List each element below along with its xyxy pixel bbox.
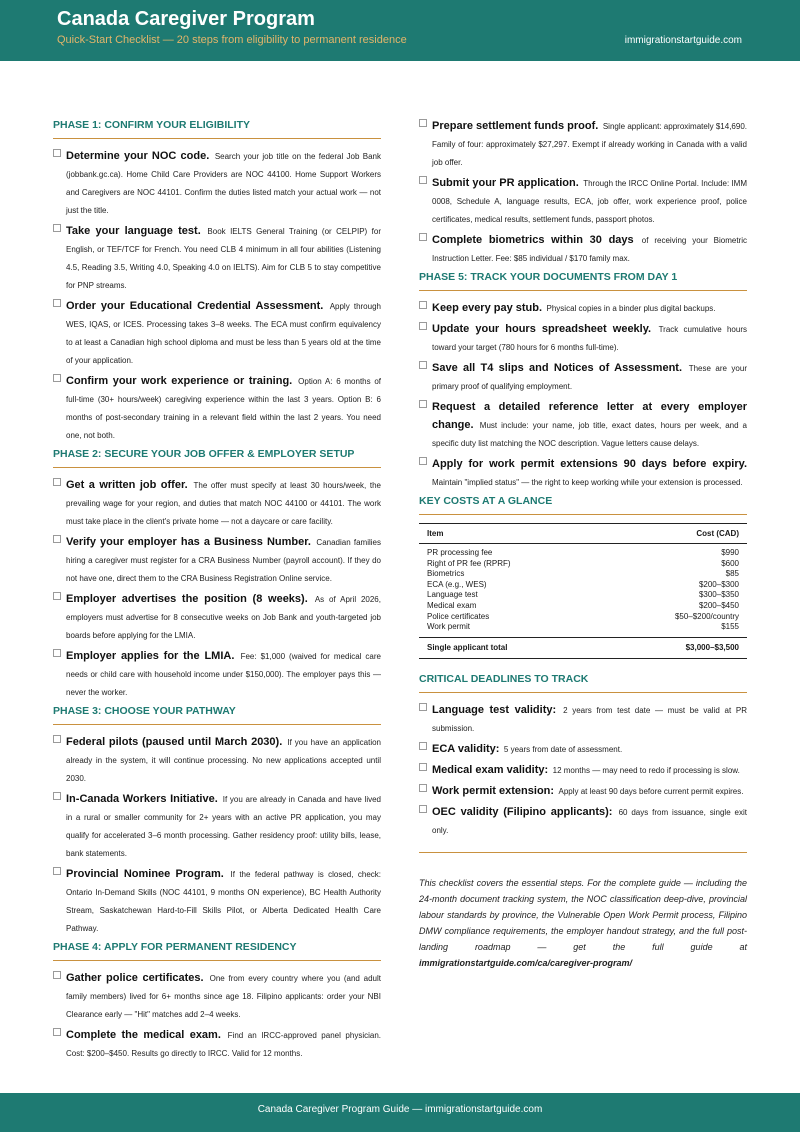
checklist-item[interactable] — [419, 173, 747, 227]
phase-3-title: PHASE 3: CHOOSE YOUR PATHWAY — [53, 705, 381, 725]
cost-value: $85 — [725, 569, 739, 579]
checklist-item[interactable] — [53, 221, 381, 293]
checkbox[interactable] — [419, 400, 427, 408]
table-row — [419, 569, 747, 580]
item-description: Canadian families hiring a caregiver must register for a CRA Business Number (payroll account). If they do not have one, direct them to the CRA Business Registration Online service. — [66, 538, 381, 583]
item-heading: Take your language test. — [66, 225, 201, 237]
table-header-row — [419, 524, 747, 544]
cost-item: Medical exam — [427, 600, 477, 610]
cost-item: Police certificates — [427, 611, 490, 621]
total-row — [419, 637, 747, 659]
checklist-item[interactable] — [53, 146, 381, 218]
phase-2-title: PHASE 2: SECURE YOUR JOB OFFER & EMPLOYER SETUP — [53, 448, 381, 468]
item-description: 5 years from date of assessment. — [503, 745, 623, 755]
item-heading: Order your Educational Credential Assessment. — [66, 300, 324, 312]
item-description: Track cumulative hours toward your target (780 hours for 6 months full-time). — [432, 325, 747, 352]
section-divider — [419, 852, 747, 853]
checklist-item[interactable] — [419, 781, 747, 799]
item-heading: Complete biometrics within 30 days — [432, 234, 634, 246]
item-description: 2 years from test date — must be valid at PR submission. — [432, 706, 747, 734]
checkbox[interactable] — [419, 457, 427, 465]
guide-link[interactable]: immigrationstartguide.com/ca/caregiver-program/ — [419, 958, 633, 969]
item-heading: Work permit extension: — [432, 785, 555, 798]
checklist-item[interactable] — [53, 864, 381, 936]
item-heading: Update your hours spreadsheet weekly. — [432, 323, 652, 335]
phase-1-title: PHASE 1: CONFIRM YOUR ELIGIBILITY — [53, 119, 381, 139]
header-site-link[interactable]: immigrationstartguide.com — [624, 35, 742, 46]
cost-value: $200–$300 — [698, 579, 739, 589]
checkbox[interactable] — [53, 224, 61, 232]
checklist-item[interactable] — [53, 296, 381, 368]
item-heading: Confirm your work experience or training. — [66, 375, 293, 387]
item-heading: Get a written job offer. — [66, 479, 188, 491]
item-description: Maintain "implied status" — the right to keep working while your extension is processed. — [432, 478, 743, 487]
item-heading: Submit your PR application. — [432, 177, 579, 189]
right-column — [419, 116, 747, 971]
item-description: Find an IRCC-approved panel physician. Cost: $200–$450. Results go directly to IRCC. Valid for 12 months. — [66, 1031, 381, 1058]
item-heading: Gather police certificates. — [66, 972, 204, 984]
closing-text: This checklist covers the essential steps. For the complete guide — including the 24-month document tracking system, the NOC classification deep-dive, provincial labour standards by province, the Vulnerable Open Work Permit process, Filipino DMW compliance requirements, the employer handout strategy, and the full post-landing roadmap — get the full guide at — [419, 878, 747, 953]
item-description: Physical copies in a binder plus digital backups. — [546, 304, 716, 313]
phase-4-title: PHASE 4: APPLY FOR PERMANENT RESIDENCY — [53, 941, 381, 961]
item-heading: ECA validity: — [432, 743, 500, 756]
table-row — [419, 544, 747, 559]
table-row — [419, 590, 747, 601]
checkbox[interactable] — [419, 742, 427, 750]
checkbox[interactable] — [53, 735, 61, 743]
checklist-item[interactable] — [419, 700, 747, 736]
checkbox[interactable] — [53, 478, 61, 486]
deadlines-title: CRITICAL DEADLINES TO TRACK — [419, 673, 747, 693]
checkbox[interactable] — [53, 649, 61, 657]
item-heading: Save all T4 slips and Notices of Assessment. — [432, 362, 683, 374]
checkbox[interactable] — [419, 119, 427, 127]
item-heading: Request a detailed reference letter at every employer change. — [432, 401, 747, 431]
item-heading: OEC validity (Filipino applicants): — [432, 806, 613, 819]
checkbox[interactable] — [53, 535, 61, 543]
checkbox[interactable] — [53, 1028, 61, 1036]
item-description: Apply through WES, IQAS, or ICES. Processing takes 3–8 weeks. The ECA must confirm equivalency to at least a Canadian high school diploma and must be less than 5 years old at the time of your application. — [66, 302, 381, 365]
closing-note — [419, 875, 747, 971]
item-description: If you are already in Canada and have lived in a rural or smaller community for 2+ years with an active PR application, you may qualify for accelerated 3–6 month processing. Gather residency proof: utility bills, lease, bank statements. — [66, 795, 382, 858]
checkbox[interactable] — [53, 592, 61, 600]
item-description: Fee: $1,000 (waived for medical care needs or child care with household income under $150,000). The employer pays this — never the worker. — [66, 652, 381, 697]
checklist-item[interactable] — [419, 739, 747, 757]
checklist-item[interactable] — [419, 230, 747, 266]
costs-title: KEY COSTS AT A GLANCE — [419, 495, 747, 515]
page-header — [0, 0, 800, 61]
cost-value: $990 — [721, 548, 739, 557]
item-heading: Provincial Nominee Program. — [66, 868, 224, 880]
checklist-item[interactable] — [419, 319, 747, 355]
column-header: Cost (CAD) — [601, 524, 747, 544]
table-row — [419, 601, 747, 612]
cost-value: $155 — [721, 622, 739, 632]
checklist-item[interactable] — [419, 298, 747, 316]
item-heading: Employer advertises the position (8 weeks). — [66, 593, 308, 605]
item-description: If the federal pathway is closed, check: Ontario In-Demand Skills (NOC 44101, 9 months ON experience), BC Health Authority Stream, Saskatchewan Hard-to-Fill Skills Pilot, or Alberta Dedicated Health Care Pathway. — [66, 870, 382, 933]
cost-item: Work permit — [427, 622, 470, 632]
checklist-item[interactable] — [53, 371, 381, 443]
item-description: 60 days from issuance, single exit only. — [432, 808, 747, 836]
item-description: Option A: 6 months of full-time (30+ hours/week) caregiving experience within the last 3 years. Option B: 6 months of post-secondary training in a relevant field within the last 2 years. You need one, not both. — [66, 377, 382, 440]
checklist-item[interactable] — [419, 802, 747, 838]
checklist-item[interactable] — [53, 646, 381, 700]
checkbox[interactable] — [419, 703, 427, 711]
item-description: As of April 2026, employers must advertise for 8 consecutive weeks on Job Bank and youth-targeted job boards before applying for the LMIA. — [66, 595, 381, 640]
checkbox[interactable] — [53, 299, 61, 307]
checkbox[interactable] — [419, 176, 427, 184]
table-row — [419, 580, 747, 591]
page-title: Canada Caregiver Program — [57, 8, 315, 30]
item-heading: Employer applies for the LMIA. — [66, 650, 235, 662]
item-heading: Verify your employer has a Business Number. — [66, 536, 311, 548]
checkbox[interactable] — [53, 971, 61, 979]
costs-table — [419, 523, 747, 659]
checklist-item[interactable] — [419, 358, 747, 394]
left-column — [53, 116, 381, 1064]
checkbox[interactable] — [419, 233, 427, 241]
checklist-item[interactable] — [53, 732, 381, 786]
item-description: If you have an application already in the system, it will continue processing. No new applications accepted until 2030. — [66, 738, 381, 783]
total-value: $3,000–$3,500 — [601, 637, 747, 659]
cost-item: Right of PR fee (RPRF) — [427, 558, 511, 568]
table-row — [419, 612, 747, 623]
item-description: Must include: your name, job title, exact dates, hours per week, and a specific duty list matching the NOC description. Vague letters cause delays. — [432, 421, 747, 448]
item-heading: Federal pilots (paused until March 2030). — [66, 736, 283, 748]
item-heading: Medical exam validity: — [432, 764, 549, 777]
total-label: Single applicant total — [419, 637, 601, 659]
checklist-item[interactable] — [53, 589, 381, 643]
checklist-item[interactable] — [419, 397, 747, 451]
item-description: Apply at least 90 days before current permit expires. — [558, 787, 744, 797]
checklist-item[interactable] — [53, 1025, 381, 1061]
checkbox[interactable] — [53, 867, 61, 875]
cost-value: $300–$350 — [698, 590, 739, 600]
checklist-item[interactable] — [53, 789, 381, 861]
checkbox[interactable] — [419, 322, 427, 330]
item-heading: Determine your NOC code. — [66, 150, 210, 162]
item-heading: In-Canada Workers Initiative. — [66, 793, 218, 805]
item-heading: Complete the medical exam. — [66, 1029, 221, 1041]
checkbox[interactable] — [53, 792, 61, 800]
item-description: The offer must specify at least 30 hours/week, the prevailing wage for your region, and duties that match NOC 44100 or 44101. The work must take place in the client's private home — not a daycare or care facility. — [66, 481, 381, 526]
page-subtitle: Quick-Start Checklist — 20 steps from eligibility to permanent residence — [57, 34, 407, 46]
checkbox[interactable] — [53, 149, 61, 157]
cost-item: PR processing fee — [427, 548, 493, 557]
checkbox[interactable] — [419, 784, 427, 792]
item-description: These are your primary proof of qualifying employment. — [432, 364, 747, 391]
checklist-item[interactable] — [53, 475, 381, 529]
footer-text: Canada Caregiver Program Guide — immigrationstartguide.com — [257, 1104, 543, 1115]
item-heading: Keep every pay stub. — [432, 302, 543, 314]
item-description: Book IELTS General Training (or CELPIP) for English, or TEF/TCF for French. You need CLB 4 minimum in all four abilities (Listening 4.5, Reading 3.5, Writing 4.0, Speaking 4.0 on IELTS). Aim for CLB 5 to stay competitive for PNP streams. — [66, 227, 381, 290]
cost-item: Biometrics — [427, 569, 465, 579]
cost-item: ECA (e.g., WES) — [427, 579, 487, 589]
checklist-item[interactable] — [53, 532, 381, 586]
table-row — [419, 559, 747, 570]
item-heading: Prepare settlement funds proof. — [432, 120, 599, 132]
checklist-item[interactable] — [53, 968, 381, 1022]
checkbox[interactable] — [419, 805, 427, 813]
item-heading: Language test validity: — [432, 704, 557, 717]
checkbox[interactable] — [419, 301, 427, 309]
checklist-item[interactable] — [419, 116, 747, 170]
cost-value: $50–$200/country — [674, 611, 739, 621]
cost-item: Language test — [427, 590, 478, 600]
item-description: Through the IRCC Online Portal. Include: IMM 0008, Schedule A, language results, ECA, job offer, work experience proof, police certificates, medical results, settlement funds, passport photos. — [432, 179, 747, 224]
checkbox[interactable] — [53, 374, 61, 382]
item-description: Single applicant: approximately $14,690. Family of four: approximately $27,297. Exempt if already working in Canada with a valid job offer. — [432, 122, 748, 167]
table-row — [419, 622, 747, 637]
item-description: of receiving your Biometric Instruction Letter. Fee: $85 individual / $170 family max. — [432, 236, 747, 263]
phase-5-title: PHASE 5: TRACK YOUR DOCUMENTS FROM DAY 1 — [419, 271, 747, 291]
item-description: One from every country where you (and adult family members) lived for 6+ months since age 18. Filipino applicants: order your NBI Clearance early — "Hit" matches add 2–4 weeks. — [66, 974, 381, 1019]
page-footer — [0, 1093, 800, 1132]
cost-value: $600 — [721, 558, 739, 568]
item-description: Search your job title on the federal Job Bank (jobbank.gc.ca). Home Child Care Providers are NOC 44100. Home Support Workers and Caregivers are NOC 44101. Confirm the duties listed match your actual work — not just the title. — [66, 152, 381, 215]
item-description: 12 months — may need to redo if processing is slow. — [552, 766, 740, 776]
checklist-item[interactable] — [419, 760, 747, 778]
item-heading: Apply for work permit extensions 90 days before expiry. — [432, 458, 747, 470]
checklist-item[interactable] — [419, 454, 747, 490]
column-header: Item — [419, 524, 601, 544]
checkbox[interactable] — [419, 361, 427, 369]
cost-value: $200–$450 — [698, 600, 739, 610]
checkbox[interactable] — [419, 763, 427, 771]
